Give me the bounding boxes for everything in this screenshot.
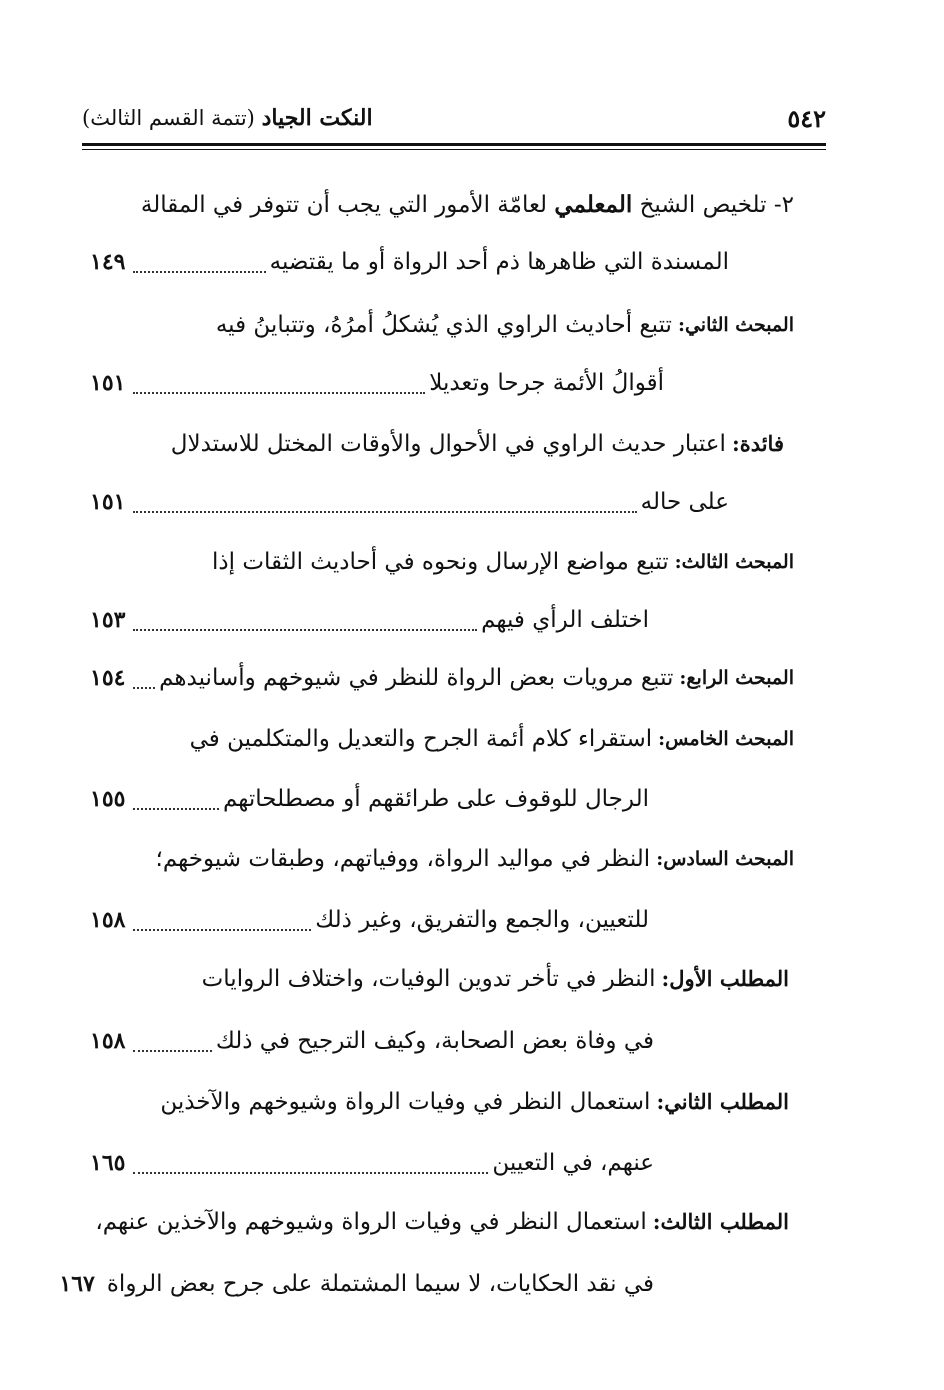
toc-entry-line xyxy=(90,837,794,881)
dot-leader xyxy=(133,687,155,689)
dot-leader xyxy=(133,929,311,931)
dot-leader xyxy=(133,1050,211,1052)
toc-entry-continuation xyxy=(90,777,649,821)
entry-text: استعمال النظر في وفيات الرواة وشيوخهم والآخذين عنهم، xyxy=(95,1209,647,1235)
entry-page: ١٥١ xyxy=(90,489,126,515)
book-title: النكت الجياد xyxy=(261,105,373,131)
entry-text: لعامّة الأمور التي يجب أن تتوفر في المقالة xyxy=(140,192,548,218)
entry-text: تتبع مواضع الإرسال ونحوه في أحاديث الثقات إذا xyxy=(212,549,669,575)
toc-entry-line xyxy=(90,957,789,1001)
toc-entry-line xyxy=(90,303,794,347)
dot-leader xyxy=(133,629,477,631)
entry-label: المبحث الخامس: xyxy=(658,728,794,750)
entry-continuation: اختلف الرأي فيهم xyxy=(481,607,649,633)
toc-entry-continuation xyxy=(90,1141,654,1185)
entry-continuation: عنهم، في التعيين xyxy=(492,1150,654,1176)
toc-entry-line xyxy=(90,1200,789,1244)
entry-label: فائدة: xyxy=(731,431,784,456)
entry-label: المطلب الثالث: xyxy=(652,1209,789,1234)
entry-label: المبحث الثالث: xyxy=(674,551,794,573)
entry-page: ١٥٨ xyxy=(90,907,126,933)
entry-text: النظر في تأخر تدوين الوفيات، واختلاف الروايات xyxy=(201,966,656,992)
toc-entry-continuation xyxy=(90,361,664,405)
entry-page: ١٥٤ xyxy=(90,665,126,691)
entry-page: ١٦٧ xyxy=(59,1271,95,1297)
toc-entry-continuation xyxy=(90,1019,654,1063)
dot-leader xyxy=(133,808,218,810)
entry-label: المبحث السادس: xyxy=(656,848,794,870)
toc-entry-line xyxy=(90,656,794,700)
toc-entry-continuation xyxy=(90,480,729,524)
toc-entry-continuation xyxy=(59,1262,654,1306)
entry-label: المبحث الثاني: xyxy=(677,314,794,336)
entry-continuation: على حاله xyxy=(640,489,729,515)
page-number: ٥٤٢ xyxy=(787,103,826,133)
entry-continuation: للتعيين، والجمع والتفريق، وغير ذلك xyxy=(315,907,649,933)
entry-text: النظر في مواليد الرواة، ووفياتهم، وطبقات شيوخهم؛ xyxy=(155,846,651,872)
section-note: (تتمة القسم الثالث) xyxy=(82,106,255,130)
toc-entry-line xyxy=(90,540,794,584)
entry-text: استعمال النظر في وفيات الرواة وشيوخهم والآخذين xyxy=(160,1089,651,1115)
dot-leader xyxy=(133,271,265,273)
entry-label: المبحث الرابع: xyxy=(679,667,794,689)
toc-entry-line xyxy=(90,1080,789,1124)
entry-continuation: الرجال للوقوف على طرائقهم أو مصطلحاتهم xyxy=(222,786,649,812)
entry-page: ١٦٥ xyxy=(90,1150,126,1176)
entry-label: المطلب الثاني: xyxy=(656,1089,789,1114)
toc-entry-line xyxy=(90,183,794,227)
entry-continuation: في وفاة بعض الصحابة، وكيف الترجيح في ذلك xyxy=(215,1028,654,1054)
dot-leader xyxy=(133,1172,488,1174)
entry-page: ١٤٩ xyxy=(90,249,126,275)
toc-entry-continuation xyxy=(90,598,649,642)
entry-page: ١٥١ xyxy=(90,370,126,396)
toc-entry-continuation xyxy=(90,898,649,942)
toc-entry-continuation xyxy=(90,240,729,284)
entry-label: المطلب الأول: xyxy=(661,966,789,991)
entry-text: تتبع مرويات بعض الرواة للنظر في شيوخهم وأسانيدهم xyxy=(159,665,674,691)
entry-page: ١٥٣ xyxy=(90,607,126,633)
entry-continuation: المسندة التي ظاهرها ذم أحد الرواة أو ما يقتضيه xyxy=(269,249,729,275)
toc-entry-line xyxy=(90,717,794,761)
entry-text: اعتبار حديث الراوي في الأحوال والأوقات المختل للاستدلال xyxy=(170,431,726,457)
entry-keyword: المعلمي xyxy=(554,191,633,218)
entry-text: استقراء كلام أئمة الجرح والتعديل والمتكلمين في xyxy=(189,726,653,752)
entry-page: ١٥٨ xyxy=(90,1028,126,1054)
entry-text: تتبع أحاديث الراوي الذي يُشكلُ أمرُهُ، وتتباينُ فيه xyxy=(215,312,672,338)
entry-lead: ٢- تلخيص الشيخ xyxy=(639,192,794,218)
entry-continuation: في نقد الحكايات، لا سيما المشتملة على جرح بعض الرواة xyxy=(106,1271,654,1297)
dot-leader xyxy=(133,392,425,394)
dot-leader xyxy=(133,511,636,513)
entry-continuation: أقوالُ الأئمة جرحا وتعديلا xyxy=(429,370,664,396)
toc-entry-line xyxy=(90,422,784,466)
entry-page: ١٥٥ xyxy=(90,786,126,812)
